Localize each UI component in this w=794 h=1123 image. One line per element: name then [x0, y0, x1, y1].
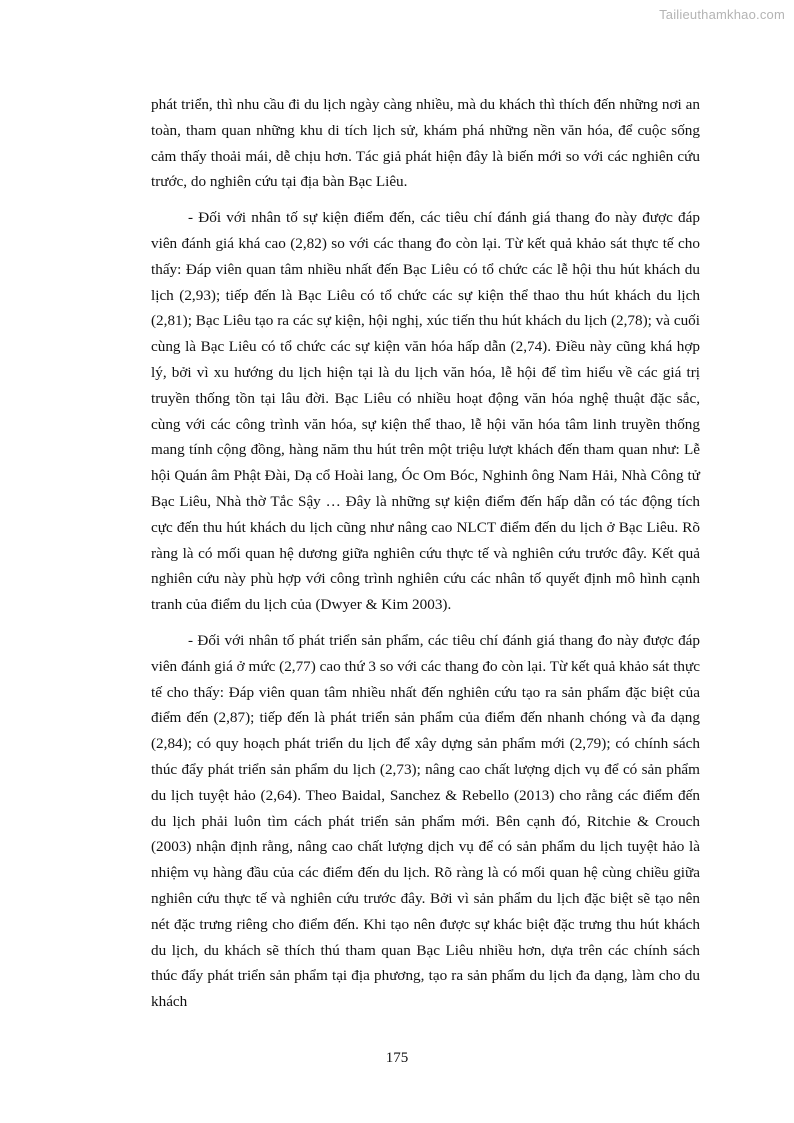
page-number: 175 [385, 1050, 409, 1066]
watermark-text: Tailieuthamkhao.com [659, 7, 785, 22]
page-body [151, 92, 700, 1025]
paragraph-product-development: - Đối với nhân tố phát triển sản phẩm, các tiêu chí đánh giá thang đo này được đáp viên đánh giá ở mức (2,77) cao thứ 3 so với các thang đo còn lại. Từ kết quả khảo sát thực tế cho thấy: Đáp viên quan tâm nhiều nhất đến nghiên cứu tạo ra sản phẩm đặc biệt của điểm đến (2,87); tiếp đến là phát triển sản phẩm của điểm đến nhanh chóng và đa dạng (2,84); có quy hoạch phát triển du lịch để xây dựng sản phẩm mới (2,79); có chính sách thúc đẩy phát triển sản phẩm du lịch (2,73); nâng cao chất lượng dịch vụ để có sản phẩm du lịch tuyệt hảo (2,64). Theo Baidal, Sanchez & Rebello (2013) cho rằng các điểm đến du lịch phải luôn tìm cách phát triển sản phẩm mới. Bên cạnh đó, Ritchie & Crouch (2003) nhận định rằng, nâng cao chất lượng dịch vụ để có sản phẩm du lịch tuyệt hảo là nhiệm vụ hàng đầu của các điểm đến du lịch. Rõ ràng là có mối quan hệ cùng chiều giữa nghiên cứu thực tế và nghiên cứu trước đây. Bởi vì sản phẩm du lịch đặc biệt sẽ tạo nên nét đặc trưng riêng cho điểm đến. Khi tạo nên được sự khác biệt đặc trưng thu hút khách du lịch, du khách sẽ thích thú tham quan Bạc Liêu nhiều hơn, dựa trên các chính sách thúc đẩy phát triển sản phẩm tại địa phương, tạo ra sản phẩm du lịch đa dạng, làm cho du khách [151, 631, 700, 1011]
paragraph-destination-events: - Đối với nhân tố sự kiện điểm đến, các tiêu chí đánh giá thang đo này được đáp viên đánh giá khá cao (2,82) so với các thang đo còn lại. Từ kết quả khảo sát thực tế cho thấy: Đáp viên quan tâm nhiều nhất đến Bạc Liêu có tổ chức các lễ hội thu hút khách du lịch (2,93); tiếp đến là Bạc Liêu có tổ chức các sự kiện thể thao thu hút khách du lịch (2,81); Bạc Liêu tạo ra các sự kiện, hội nghị, xúc tiến thu hút khách du lịch (2,78); và cuối cùng là Bạc Liêu có tổ chức các sự kiện văn hóa hấp dẫn (2,74). Điều này cũng khá hợp lý, bởi vì xu hướng du lịch hiện tại là du lịch văn hóa, lễ hội để tìm hiểu về các giá trị truyền thống tồn tại lâu đời. Bạc Liêu có nhiều hoạt động văn hóa nghệ thuật đặc sắc, cùng với các công trình văn hóa, sự kiện thể thao, lễ hội văn hóa tâm linh truyền thống mang tính cộng đồng, hàng năm thu hút trên một triệu lượt khách đến tham quan như: Lễ hội Quán âm Phật Đài, Dạ cổ Hoài lang, Óc Om Bóc, Nghinh ông Nam Hải, Nhà Công tử Bạc Liêu, Nhà thờ Tắc Sậy … Đây là những sự kiện điểm đến hấp dẫn có tác động tích cực đến thu hút khách du lịch cũng như nâng cao NLCT điểm đến du lịch ở Bạc Liêu. Rõ ràng là có mối quan hệ dương giữa nghiên cứu thực tế và nghiên cứu trước đây. Kết quả nghiên cứu này phù hợp với công trình nghiên cứu các nhân tố quyết định mô hình cạnh tranh của điểm du lịch của (Dwyer & Kim 2003). [151, 209, 700, 614]
paragraph-continuation: phát triển, thì nhu cầu đi du lịch ngày càng nhiều, mà du khách thì thích đến những nơi an toàn, tham quan những khu di tích lịch sử, khám phá những nền văn hóa, để cuộc sống cảm thấy thoải mái, dễ chịu hơn. Tác giả phát hiện đây là biến mới so với các nghiên cứu trước, do nghiên cứu tại địa bàn Bạc Liêu. [151, 96, 700, 191]
